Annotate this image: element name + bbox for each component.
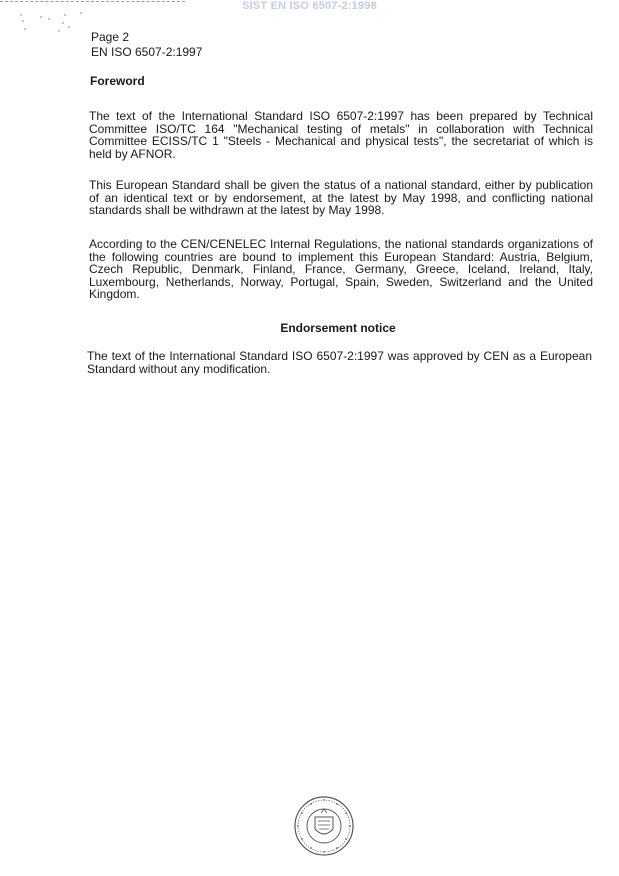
foreword-heading: Foreword — [90, 74, 145, 88]
watermark: SIST EN ISO 6507-2:1998 — [242, 0, 377, 12]
endorsement-heading: Endorsement notice — [280, 321, 396, 335]
page-number: Page 2 — [91, 30, 130, 44]
foreword-paragraph-1: The text of the International Standard ISO 6507-2:1997 has been prepared by Technical Committee ISO/TC 164 "Mechanical testing of metals" in collaboration with Technical Committee ECISS/TC 1 "Steels - Mechanical and physical tests", the secretariat of which is held by AFNOR. — [89, 109, 593, 161]
page-header — [91, 30, 202, 60]
foreword-paragraph-3: According to the CEN/CENELEC Internal Regulations, the national standards organizations of the following countries are bound to implement this European Standard: Austria, Belgium, Czech Republic, Denmark, Finland, France, Germany, Greece, Iceland, Ireland, Italy, Luxembourg, Netherlands, Norway, Portugal, Spain, Sweden, Switzerland and the United Kingdom. — [89, 237, 593, 302]
foreword-paragraph-2: This European Standard shall be given the status of a national standard, either by publication of an identical text or by endorsement, at the latest by May 1998, and conflicting national standards shall be withdrawn at the latest by May 1998. — [89, 178, 593, 218]
scan-artifact-line — [0, 1, 185, 4]
endorsement-text: The text of the International Standard ISO 6507-2:1997 was approved by CEN as a European Standard without any modification. — [87, 349, 592, 376]
scan-artifact-specks — [18, 12, 98, 42]
official-seal-icon — [293, 795, 355, 857]
document-id: EN ISO 6507-2:1997 — [91, 45, 203, 59]
